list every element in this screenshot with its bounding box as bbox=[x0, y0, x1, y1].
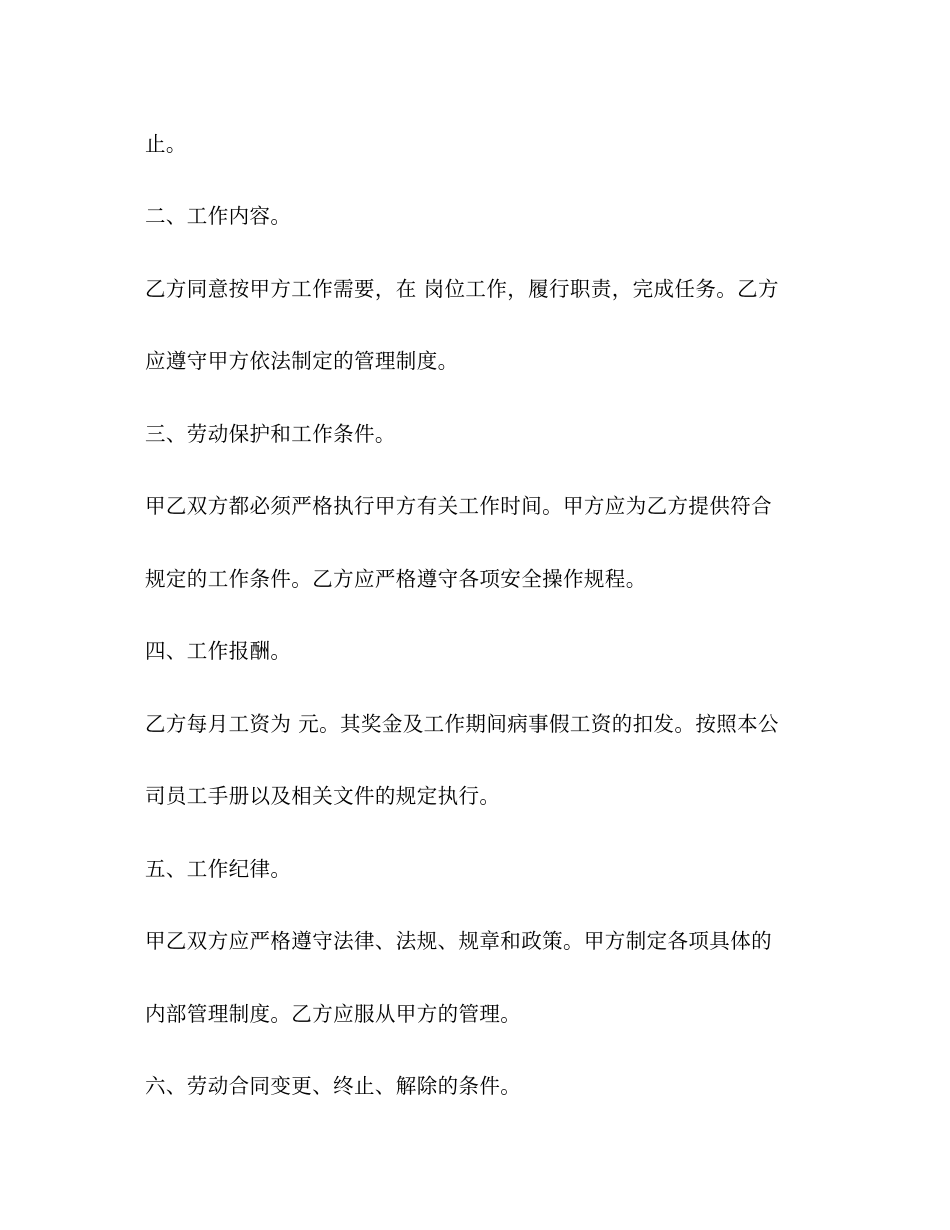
paragraph-line: 应遵守甲方依法制定的管理制度。 bbox=[145, 349, 459, 373]
section-heading-work-content: 二、工作内容。 bbox=[145, 204, 292, 228]
paragraph-line: 甲乙双方应严格遵守法律、法规、规章和政策。甲方制定各项具体的 bbox=[145, 929, 772, 953]
paragraph-line: 乙方每月工资为 元。其奖金及工作期间病事假工资的扣发。按照本公 bbox=[145, 712, 779, 736]
paragraph-line: 甲乙双方都必须严格执行甲方有关工作时间。甲方应为乙方提供符合 bbox=[145, 494, 772, 518]
paragraph-line: 乙方同意按甲方工作需要，在 岗位工作，履行职责，完成任务。乙方 bbox=[145, 277, 779, 301]
section-heading-work-discipline: 五、工作纪律。 bbox=[145, 857, 292, 881]
paragraph-line: 司员工手册以及相关文件的规定执行。 bbox=[145, 784, 501, 808]
paragraph-line: 内部管理制度。乙方应服从甲方的管理。 bbox=[145, 1002, 522, 1026]
section-heading-labor-protection: 三、劳动保护和工作条件。 bbox=[145, 422, 396, 446]
text-line-continuation: 止。 bbox=[145, 132, 187, 156]
paragraph-line: 规定的工作条件。乙方应严格遵守各项安全操作规程。 bbox=[145, 567, 647, 591]
section-heading-remuneration: 四、工作报酬。 bbox=[145, 639, 292, 663]
section-heading-contract-changes: 六、劳动合同变更、终止、解除的条件。 bbox=[145, 1074, 522, 1098]
